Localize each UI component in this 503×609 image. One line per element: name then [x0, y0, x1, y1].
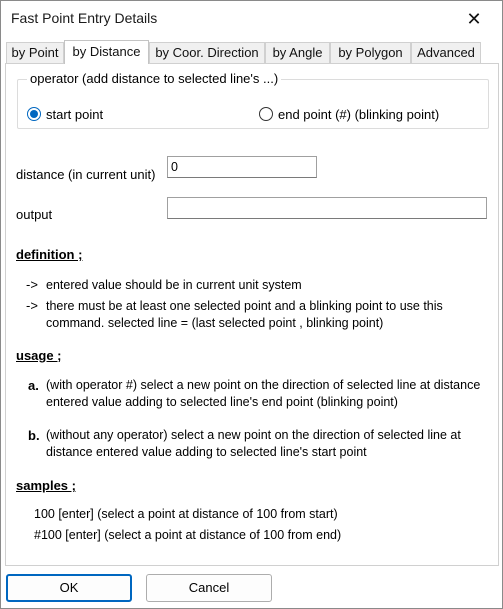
title-bar — [1, 1, 502, 37]
cancel-button[interactable]: Cancel — [146, 574, 272, 602]
usage-text-b: (without any operator) select a new point on the direction of selected line at distance entered value adding to selected line's start point — [46, 428, 461, 459]
sample-line-2: #100 [enter] (select a point at distance of 100 from end) — [34, 528, 342, 542]
start-point-radio[interactable] — [27, 107, 41, 121]
usage-marker-b: b. — [28, 428, 40, 443]
tab-by-distance[interactable]: by Distance — [64, 40, 149, 64]
tab-by-polygon[interactable]: by Polygon — [330, 42, 411, 63]
distance-label: distance (in current unit) — [16, 167, 156, 182]
definition-marker-2: -> — [26, 298, 38, 313]
end-point-label[interactable]: end point (#) (blinking point) — [278, 107, 440, 122]
output-field[interactable] — [167, 197, 487, 219]
ok-button[interactable]: OK — [6, 574, 132, 602]
definition-heading: definition ; — [16, 247, 83, 262]
start-point-label[interactable]: start point — [46, 107, 104, 122]
tab-by-point[interactable]: by Point — [6, 42, 64, 63]
tab-strip — [6, 40, 496, 64]
output-label: output — [16, 207, 53, 222]
operator-legend: operator (add distance to selected line's ...) — [27, 71, 281, 86]
close-icon[interactable]: ✕ — [466, 9, 482, 29]
usage-marker-a: a. — [28, 378, 39, 393]
definition-marker-1: -> — [26, 277, 38, 292]
window-title: Fast Point Entry Details — [11, 10, 158, 26]
tab-by-angle[interactable]: by Angle — [265, 42, 330, 63]
usage-heading: usage ; — [16, 348, 62, 363]
definition-text-2: there must be at least one selected point and a blinking point to use this command. selected line = (last selected point , blinking point) — [46, 299, 443, 330]
samples-heading: samples ; — [16, 478, 76, 493]
end-point-radio[interactable] — [259, 107, 273, 121]
tab-panel — [5, 63, 499, 566]
operator-group — [17, 71, 489, 129]
distance-input[interactable] — [167, 156, 317, 178]
usage-text-a: (with operator #) select a new point on the direction of selected line at distance entered value adding to selected line's end point (blinking point) — [46, 378, 481, 409]
sample-line-1: 100 [enter] (select a point at distance of 100 from start) — [34, 507, 338, 521]
definition-text-1: entered value should be in current unit system — [46, 278, 302, 292]
tab-by-coor-direction[interactable]: by Coor. Direction — [149, 42, 265, 63]
tab-advanced[interactable]: Advanced — [411, 42, 481, 63]
